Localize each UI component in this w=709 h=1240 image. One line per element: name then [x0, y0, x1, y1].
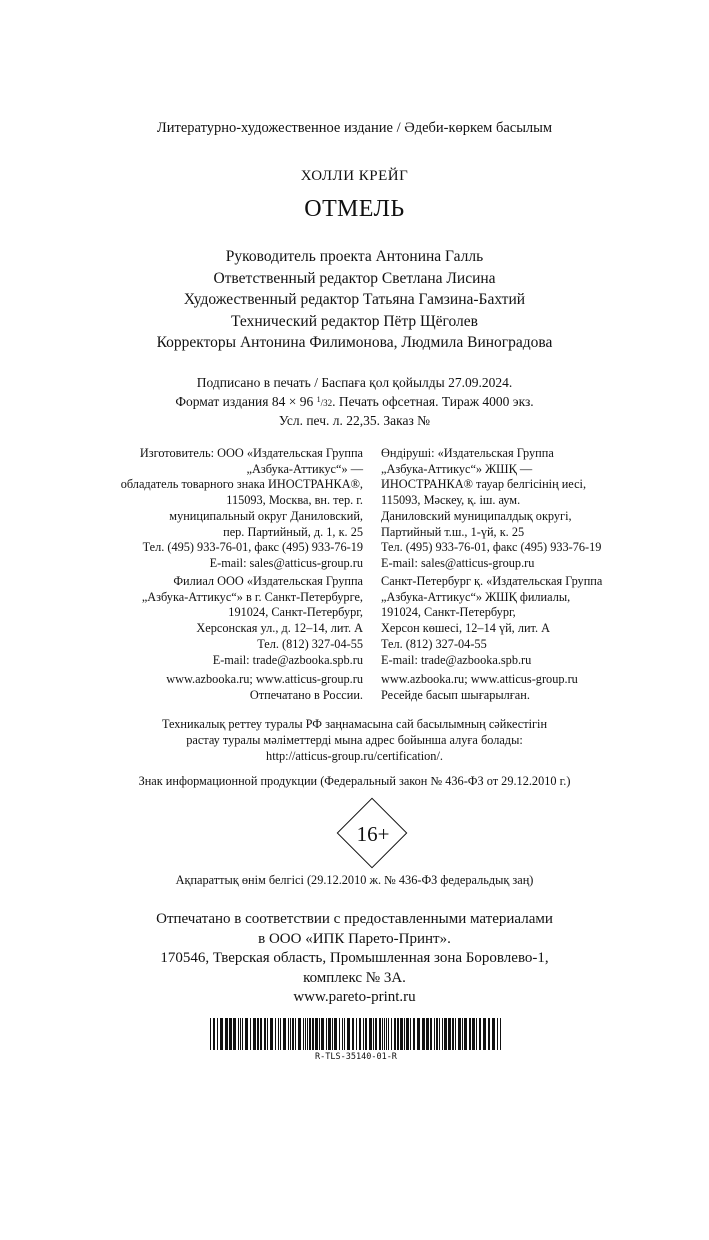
- credit-line: Ответственный редактор Светлана Лисина: [213, 269, 496, 287]
- text-line: комплекс № 3А.: [303, 969, 406, 986]
- genre-line: Литературно-художественное издание / Әдеби-көркем басылым: [156, 120, 553, 136]
- website-line: www.azbooka.ru; www.atticus-group.ru: [381, 672, 578, 686]
- text-line: растау туралы мәліметтерді мына адрес бойынша алуға болады:: [186, 733, 523, 747]
- text-line: Херсонская ул., д. 12–14, лит. А: [196, 621, 363, 636]
- text-line: обладатель товарного знака ИНОСТРАНКА®,: [120, 477, 363, 492]
- signed-line: Подписано в печать / Баспаға қол қойылды 27.09.2024.: [196, 375, 513, 390]
- format-fraction: [316, 395, 333, 408]
- text-line: E-mail: sales@atticus-group.ru: [381, 555, 535, 570]
- web-ru: [100, 672, 363, 703]
- text-line: E-mail: sales@atticus-group.ru: [209, 555, 363, 570]
- text-line: Тел. (495) 933-76-01, факс (495) 933-76-19: [381, 540, 602, 555]
- text-line: 115093, Москва, вн. тер. г.: [226, 493, 363, 508]
- info-sign-text: Знак информационной продукции (Федеральный закон № 436-ФЗ от 29.12.2010 г.): [138, 774, 571, 788]
- manufacturer-ru: [100, 446, 363, 572]
- text-line: „Азбука-Аттикус“» —: [246, 461, 363, 476]
- text-line: 115093, Мәскеу, қ. іш. аум.: [381, 493, 521, 508]
- author-name: ХОЛЛИ КРЕЙГ: [300, 168, 409, 184]
- format-den: /32: [320, 398, 333, 408]
- credit-line: Технический редактор Пётр Щёголев: [231, 312, 478, 330]
- text-line: в ООО «ИПК Парето-Принт».: [258, 930, 451, 947]
- text-line: Отпечатано в соответствии с предоставленными материалами: [156, 911, 553, 927]
- text-line: Тел. (495) 933-76-01, факс (495) 933-76-19: [142, 540, 363, 555]
- text-line: Техникалық реттеу туралы РФ заңнамасына сай басылымның сәйкестігін: [161, 717, 548, 731]
- text-line: „Азбука-Аттикус“» ЖШҚ филиалы,: [381, 589, 571, 604]
- text-line: Санкт-Петербург қ. «Издательская Группа: [381, 574, 603, 588]
- text-line: „Азбука-Аттикус“» ЖШҚ —: [381, 461, 533, 476]
- text-line: Тел. (812) 327-04-55: [257, 636, 363, 651]
- credit-line: Корректоры Антонина Филимонова, Людмила Виноградова: [156, 334, 553, 351]
- format-suffix: . Печать офсетная. Тираж 4000 экз.: [332, 394, 534, 409]
- text-line: 191024, Санкт-Петербург,: [228, 605, 363, 620]
- age-rating-text: 16+: [356, 821, 390, 846]
- printer-website: www.pareto-print.ru: [293, 989, 416, 1005]
- text-line: E-mail: trade@azbooka.spb.ru: [381, 652, 532, 667]
- text-line: Өндіруші: «Издательская Группа: [381, 446, 554, 460]
- book-title: ОТМЕЛЬ: [304, 196, 405, 222]
- text-line: Изготовитель: ООО «Издательская Группа: [139, 446, 363, 460]
- certification-block: [0, 716, 709, 764]
- text-line: Партийный т.ш., 1-үй, к. 25: [381, 524, 525, 539]
- barcode-text: R-TLS-35140-01-R: [315, 1052, 397, 1062]
- barcode-bars-icon: [208, 1018, 504, 1050]
- credit-line: Художественный редактор Татьяна Гамзина-Бахтий: [183, 291, 526, 308]
- text-line: пер. Партийный, д. 1, к. 25: [223, 524, 363, 539]
- text-line: „Азбука-Аттикус“» в г. Санкт-Петербурге,: [141, 589, 363, 604]
- text-line: Филиал ООО «Издательская Группа: [173, 574, 363, 588]
- text-line: 191024, Санкт-Петербург,: [381, 605, 516, 620]
- text-line: E-mail: trade@azbooka.spb.ru: [212, 652, 363, 667]
- text-line: Тел. (812) 327-04-55: [381, 636, 487, 651]
- info-sign-kz-text: Ақпараттық өнім белгісі (29.12.2010 ж. № 436-ФЗ федеральдық заң): [175, 873, 534, 887]
- branch-ru: [100, 574, 363, 668]
- text-line: Херсон көшесі, 12–14 үй, лит. А: [381, 621, 551, 636]
- manufacturer-kz: [381, 446, 681, 572]
- text-line: Даниловский муниципалдық округі,: [381, 508, 572, 523]
- volume-line: Усл. печ. л. 22,35. Заказ №: [278, 413, 431, 428]
- format-prefix: Формат издания 84 × 96: [175, 394, 317, 409]
- text-line: ИНОСТРАНКА® тауар белгісінің иесі,: [381, 477, 587, 492]
- format-num: 1: [316, 395, 321, 404]
- text-line: муниципальный округ Даниловский,: [169, 508, 363, 523]
- printed-in-line: Отпечатано в России.: [249, 687, 363, 702]
- credit-line: Руководитель проекта Антонина Галль: [225, 248, 484, 265]
- printer-block: [0, 910, 709, 1008]
- credits-block: [0, 246, 709, 354]
- certification-link: http://atticus-group.ru/certification/.: [266, 749, 443, 763]
- print-info-block: [0, 374, 709, 429]
- web-kz: [381, 672, 681, 703]
- printed-in-line: Ресейде басып шығарылған.: [381, 687, 530, 702]
- website-line: www.azbooka.ru; www.atticus-group.ru: [166, 672, 363, 686]
- format-line: [0, 391, 709, 412]
- text-line: 170546, Тверская область, Промышленная зона Боровлево-1,: [160, 950, 549, 966]
- barcode: [208, 1018, 504, 1066]
- branch-kz: [381, 574, 681, 668]
- age-rating-badge: [336, 797, 410, 871]
